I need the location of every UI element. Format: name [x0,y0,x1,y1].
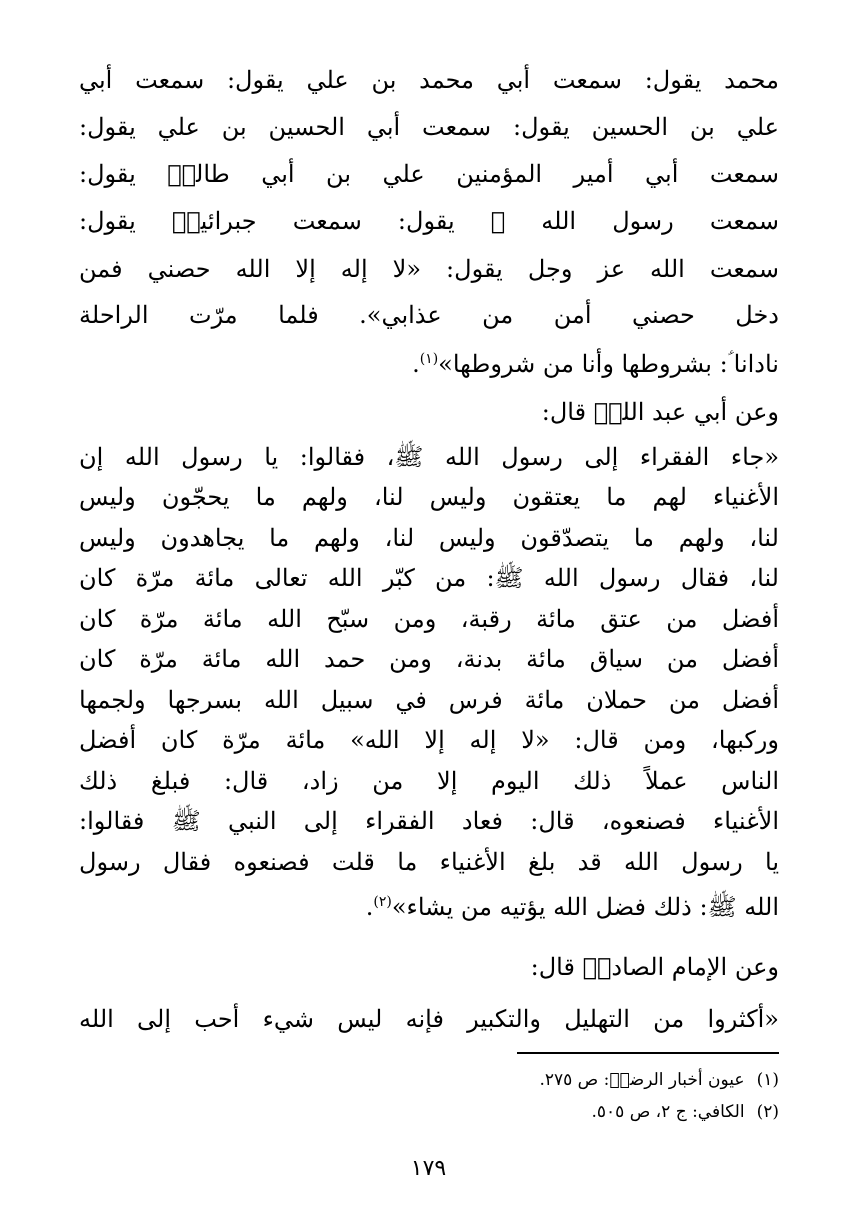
text-line: الأغنياء لهم ما يعتقون وليس لنا، ولهم ما يحجّون وليس [79,483,780,511]
footnote-2 [591,1100,779,1124]
text-line: لنا، فقال رسول الله ﷺ: من كبّر الله تعالى مائة مرّة كان [79,564,779,592]
footnote-number: (٢) [756,1102,779,1122]
text-line: «جاء الفقراء إلى رسول الله ﷺ، فقالوا: يا رسول الله إن [79,443,779,471]
text-line: يا رسول الله قد بلغ الأغنياء ما قلت فصنعوه فقال رسول [79,848,779,876]
paragraph-3: «أكثروا من التهليل والتكبير فإنه ليس شيء أحب إلى الله [79,1005,779,1033]
text-line: لنا، ولهم ما يتصدّقون وليس لنا، ولهم ما يجاهدون وليس [79,524,779,552]
text-line: الله ﷺ: ذلك فضل الله يؤتيه من يشاء»$^{(٢)}$. [365,893,779,921]
text-line: نادانا ؑ: بشروطها وأنا من شروطها»$^{(١)}$. [412,350,779,378]
footnote-number: (١) [756,1070,779,1090]
text-line: أفضل من حملان مائة فرس في سبيل الله بسرجها ولجمها [79,686,779,714]
heading-2: وعن أبي عبد اللهؑ قال: [541,398,779,426]
text-line: سمعت رسول الله ﷺ يقول: سمعت جبرائيلؑ يقول: [79,207,779,235]
text-line: الأغنياء فصنعوه، قال: فعاد الفقراء إلى النبي ﷺ فقالوا: [79,807,779,835]
page-number: ١٧٩ [410,1156,447,1181]
text-line: دخل حصني أمن من عذابي». فلما مرّت الراحلة [79,301,779,329]
text-line: سمعت الله عز وجل يقول: «لا إله إلا الله حصني فمن [79,255,779,283]
text-line: أفضل من عتق مائة رقبة، ومن سبّح الله مائة مرّة كان [79,605,779,633]
text-line-content: نادانا ؑ: بشروطها وأنا من شروطها» [438,350,779,378]
footnote-divider [517,1052,779,1054]
footnote-ref[interactable]: (١) [419,351,439,367]
text-line: سمعت أبي أمير المؤمنين علي بن أبي طالبؑ يقول: [79,160,779,188]
text-line-content: الله ﷺ: ذلك فضل الله يؤتيه من يشاء» [391,893,779,921]
footnote-1 [539,1068,779,1092]
text-line: الناس عملاً ذلك اليوم إلا من زاد، قال: فبلغ ذلك [79,767,779,795]
footnote-text: الكافي: ج ٢، ص ٥٠٥. [591,1102,745,1122]
text-line: محمد يقول: سمعت أبي محمد بن علي يقول: سمعت أبي [79,66,779,94]
text-line: أفضل من سياق مائة بدنة، ومن حمد الله مائة مرّة كان [79,645,779,673]
footnote-text: عيون أخبار الرضاؑ: ص ٢٧٥. [539,1070,745,1090]
heading-3: وعن الإمام الصادقؑ قال: [530,953,779,981]
text-line: وركبها، ومن قال: «لا إله إلا الله» مائة مرّة كان أفضل [79,726,779,754]
text-line: علي بن الحسين يقول: سمعت أبي الحسين بن علي يقول: [79,113,779,141]
footnote-ref[interactable]: (٢) [373,894,392,910]
